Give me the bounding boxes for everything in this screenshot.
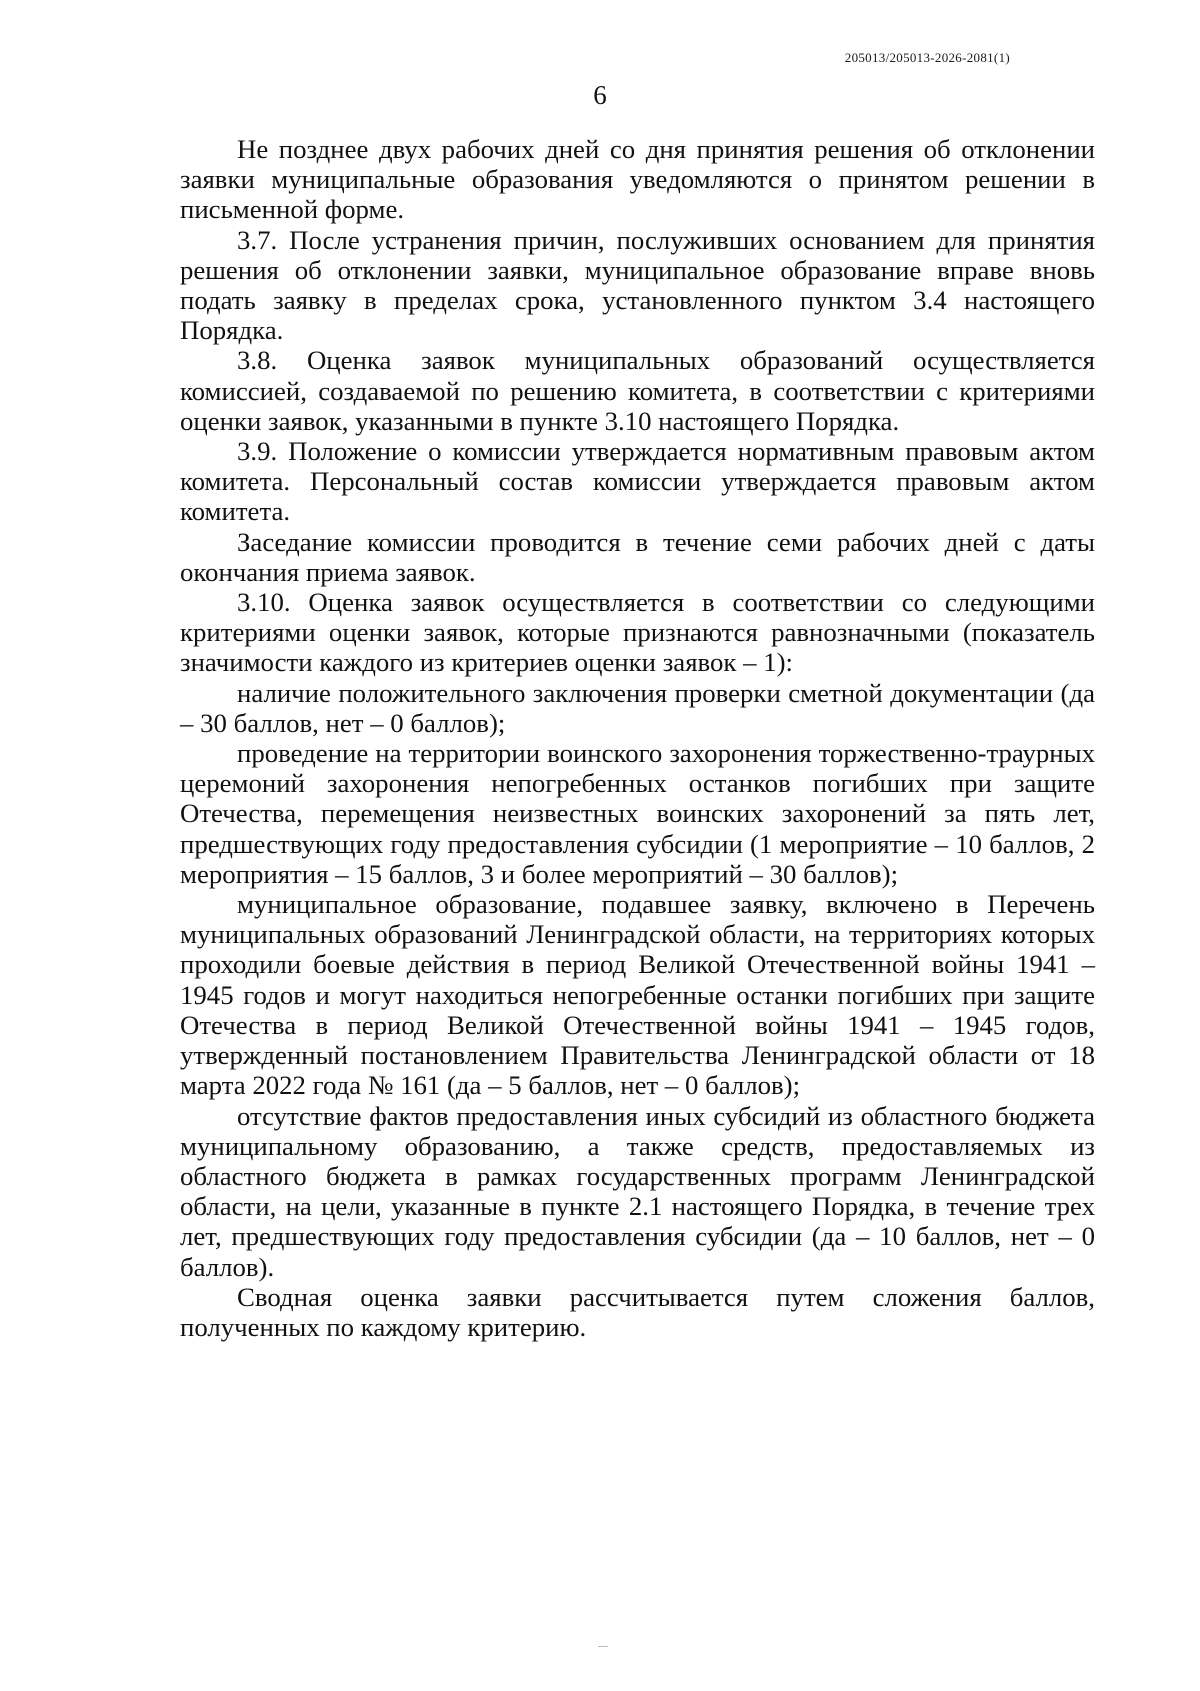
paragraph-3-9: 3.9. Положение о комиссии утверждается нормативным правовым актом комитета. Персональный состав комиссии утверждается правовым актом комитета. (180, 436, 1095, 527)
document-body (180, 134, 1095, 1342)
criterion-no-other-subsidies: отсутствие фактов предоставления иных субсидий из областного бюджета муниципальному образованию, а также средств, предоставляемых из областного бюджета в рамках государственных программ Ленинградской области, на цели, указанные в пункте 2.1 настоящего Порядка, в течение трех лет, предшествующих году предоставления субсидии (да – 10 баллов, нет – 0 баллов). (180, 1100, 1095, 1282)
scan-mark (598, 1646, 608, 1647)
document-code: 205013/205013-2026-2081(1) (844, 50, 1010, 65)
paragraph-rejection-notice: Не позднее двух рабочих дней со дня принятия решения об отклонении заявки муниципальные образования уведомляются о принятом решении в письменной форме. (180, 134, 1095, 225)
criterion-municipality-list: муниципальное образование, подавшее заявку, включено в Перечень муниципальных образований Ленинградской области, на территориях которых проходили боевые действия в период Великой Отечественной войны 1941 – 1945 годов и могут находиться непогребенные останки погибших при защите Отечества в период Великой Отечественной войны 1941 – 1945 годов, утвержденный постановлением Правительства Ленинградской области от 18 марта 2022 года № 161 (да – 5 баллов, нет – 0 баллов); (180, 889, 1095, 1101)
paragraph-commission-meeting: Заседание комиссии проводится в течение семи рабочих дней с даты окончания приема заявок. (180, 526, 1095, 587)
criterion-estimate-review: наличие положительного заключения проверки сметной документации (да – 30 баллов, нет – 0 баллов); (180, 677, 1095, 738)
criterion-burial-ceremonies: проведение на территории воинского захоронения торжественно-траурных церемоний захоронения непогребенных останков погибших при защите Отечества, перемещения неизвестных воинских захоронений за пять лет, предшествующих году предоставления субсидии (1 мероприятие – 10 баллов, 2 мероприятия – 15 баллов, 3 и более мероприятий – 30 баллов); (180, 738, 1095, 889)
paragraph-3-8: 3.8. Оценка заявок муниципальных образований осуществляется комиссией, создаваемой по решению комитета, в соответствии с критериями оценки заявок, указанными в пункте 3.10 настоящего Порядка. (180, 345, 1095, 436)
paragraph-3-10: 3.10. Оценка заявок осуществляется в соответствии со следующими критериями оценки заявок, которые признаются равнозначными (показатель значимости каждого из критериев оценки заявок – 1): (180, 587, 1095, 678)
page-number: 6 (593, 80, 607, 110)
paragraph-3-7: 3.7. После устранения причин, послуживших основанием для принятия решения об отклонении заявки, муниципальное образование вправе вновь подать заявку в пределах срока, установленного пунктом 3.4 настоящего Порядка. (180, 224, 1095, 346)
paragraph-summary-score: Сводная оценка заявки рассчитывается путем сложения баллов, полученных по каждому критерию. (180, 1281, 1095, 1342)
